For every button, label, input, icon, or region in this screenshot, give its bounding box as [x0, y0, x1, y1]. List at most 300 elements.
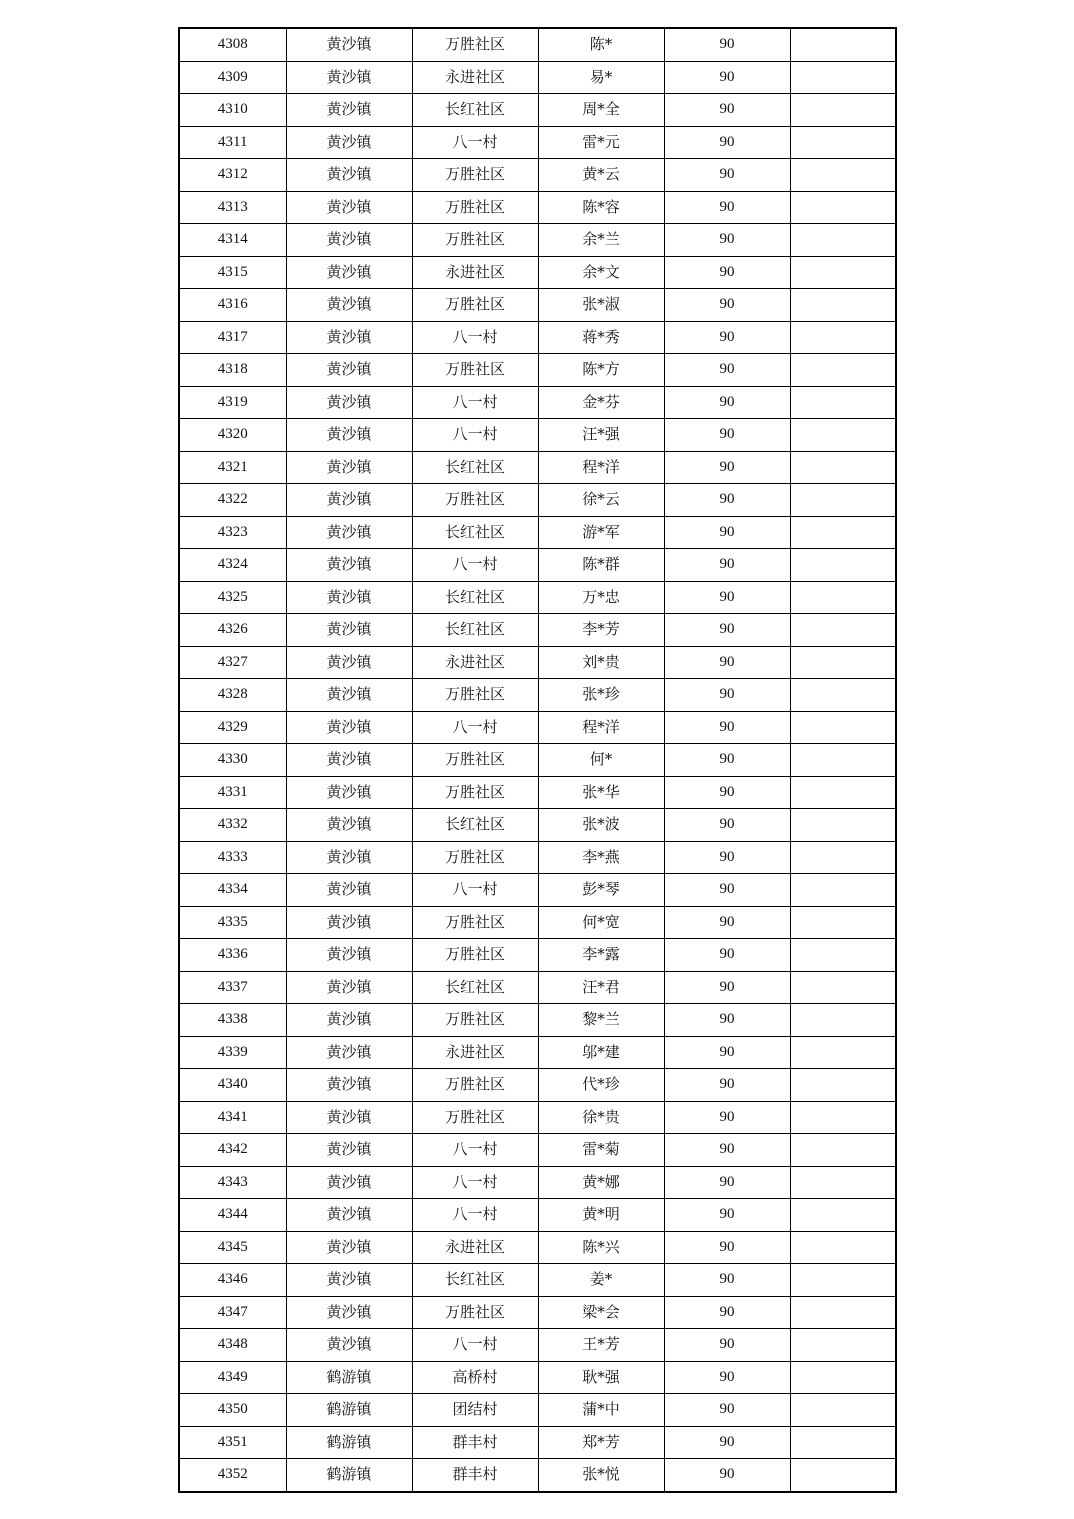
table-row [179, 28, 896, 61]
person-name-cell: 邬*建 [538, 1036, 664, 1069]
table-row [179, 1036, 896, 1069]
village-cell: 万胜社区 [412, 906, 538, 939]
serial-number-cell: 4317 [179, 321, 286, 354]
roster-table-body [179, 28, 896, 1492]
village-cell: 八一村 [412, 1134, 538, 1167]
person-name-cell: 余*兰 [538, 224, 664, 257]
amount-cell: 90 [664, 1394, 790, 1427]
village-cell: 长红社区 [412, 809, 538, 842]
person-name-cell: 郑*芳 [538, 1426, 664, 1459]
amount-cell: 90 [664, 1101, 790, 1134]
person-name-cell: 雷*菊 [538, 1134, 664, 1167]
person-name-cell: 张*波 [538, 809, 664, 842]
person-name-cell: 陈*方 [538, 354, 664, 387]
village-cell: 永进社区 [412, 61, 538, 94]
serial-number-cell: 4320 [179, 419, 286, 452]
table-row [179, 906, 896, 939]
serial-number-cell: 4328 [179, 679, 286, 712]
person-name-cell: 万*忠 [538, 581, 664, 614]
table-row [179, 386, 896, 419]
town-cell: 黄沙镇 [286, 581, 412, 614]
village-cell: 长红社区 [412, 971, 538, 1004]
serial-number-cell: 4348 [179, 1329, 286, 1362]
serial-number-cell: 4347 [179, 1296, 286, 1329]
serial-number-cell: 4308 [179, 28, 286, 61]
person-name-cell: 周*全 [538, 94, 664, 127]
serial-number-cell: 4321 [179, 451, 286, 484]
table-row [179, 1231, 896, 1264]
person-name-cell: 陈*兴 [538, 1231, 664, 1264]
town-cell: 黄沙镇 [286, 224, 412, 257]
serial-number-cell: 4346 [179, 1264, 286, 1297]
amount-cell: 90 [664, 971, 790, 1004]
amount-cell: 90 [664, 321, 790, 354]
amount-cell: 90 [664, 1361, 790, 1394]
serial-number-cell: 4349 [179, 1361, 286, 1394]
town-cell: 黄沙镇 [286, 191, 412, 224]
village-cell: 长红社区 [412, 516, 538, 549]
person-name-cell: 徐*云 [538, 484, 664, 517]
serial-number-cell: 4342 [179, 1134, 286, 1167]
person-name-cell: 游*军 [538, 516, 664, 549]
note-cell [790, 679, 896, 712]
note-cell [790, 841, 896, 874]
amount-cell: 90 [664, 126, 790, 159]
village-cell: 万胜社区 [412, 1296, 538, 1329]
amount-cell: 90 [664, 1069, 790, 1102]
table-row [179, 321, 896, 354]
note-cell [790, 939, 896, 972]
person-name-cell: 黄*云 [538, 159, 664, 192]
note-cell [790, 1004, 896, 1037]
table-row [179, 841, 896, 874]
person-name-cell: 黄*娜 [538, 1166, 664, 1199]
person-name-cell: 姜* [538, 1264, 664, 1297]
amount-cell: 90 [664, 906, 790, 939]
town-cell: 黄沙镇 [286, 1069, 412, 1102]
person-name-cell: 陈* [538, 28, 664, 61]
village-cell: 长红社区 [412, 614, 538, 647]
town-cell: 黄沙镇 [286, 419, 412, 452]
village-cell: 万胜社区 [412, 841, 538, 874]
town-cell: 黄沙镇 [286, 1004, 412, 1037]
town-cell: 黄沙镇 [286, 679, 412, 712]
amount-cell: 90 [664, 809, 790, 842]
serial-number-cell: 4322 [179, 484, 286, 517]
serial-number-cell: 4338 [179, 1004, 286, 1037]
table-row [179, 94, 896, 127]
serial-number-cell: 4339 [179, 1036, 286, 1069]
serial-number-cell: 4324 [179, 549, 286, 582]
person-name-cell: 余*文 [538, 256, 664, 289]
amount-cell: 90 [664, 94, 790, 127]
note-cell [790, 1069, 896, 1102]
person-name-cell: 黄*明 [538, 1199, 664, 1232]
person-name-cell: 刘*贵 [538, 646, 664, 679]
serial-number-cell: 4345 [179, 1231, 286, 1264]
village-cell: 永进社区 [412, 646, 538, 679]
note-cell [790, 906, 896, 939]
table-row [179, 191, 896, 224]
person-name-cell: 黎*兰 [538, 1004, 664, 1037]
table-row [179, 549, 896, 582]
note-cell [790, 874, 896, 907]
serial-number-cell: 4313 [179, 191, 286, 224]
note-cell [790, 581, 896, 614]
note-cell [790, 1361, 896, 1394]
town-cell: 黄沙镇 [286, 1134, 412, 1167]
person-name-cell: 蒋*秀 [538, 321, 664, 354]
serial-number-cell: 4343 [179, 1166, 286, 1199]
town-cell: 黄沙镇 [286, 939, 412, 972]
town-cell: 黄沙镇 [286, 1036, 412, 1069]
person-name-cell: 徐*贵 [538, 1101, 664, 1134]
town-cell: 黄沙镇 [286, 451, 412, 484]
person-name-cell: 梁*会 [538, 1296, 664, 1329]
person-name-cell: 张*悦 [538, 1459, 664, 1492]
person-name-cell: 汪*强 [538, 419, 664, 452]
table-row [179, 1361, 896, 1394]
table-row [179, 744, 896, 777]
amount-cell: 90 [664, 28, 790, 61]
table-row [179, 1004, 896, 1037]
table-row [179, 1199, 896, 1232]
town-cell: 黄沙镇 [286, 809, 412, 842]
person-name-cell: 何* [538, 744, 664, 777]
town-cell: 黄沙镇 [286, 1231, 412, 1264]
person-name-cell: 李*露 [538, 939, 664, 972]
village-cell: 万胜社区 [412, 224, 538, 257]
person-name-cell: 王*芳 [538, 1329, 664, 1362]
village-cell: 万胜社区 [412, 28, 538, 61]
table-row [179, 451, 896, 484]
person-name-cell: 雷*元 [538, 126, 664, 159]
roster-table [178, 27, 897, 1493]
person-name-cell: 李*燕 [538, 841, 664, 874]
amount-cell: 90 [664, 1264, 790, 1297]
note-cell [790, 1231, 896, 1264]
amount-cell: 90 [664, 1199, 790, 1232]
village-cell: 永进社区 [412, 1036, 538, 1069]
table-row [179, 159, 896, 192]
town-cell: 黄沙镇 [286, 1101, 412, 1134]
town-cell: 黄沙镇 [286, 1329, 412, 1362]
amount-cell: 90 [664, 1459, 790, 1492]
serial-number-cell: 4329 [179, 711, 286, 744]
serial-number-cell: 4332 [179, 809, 286, 842]
note-cell [790, 419, 896, 452]
table-row [179, 1394, 896, 1427]
table-row [179, 711, 896, 744]
town-cell: 鹤游镇 [286, 1459, 412, 1492]
person-name-cell: 张*华 [538, 776, 664, 809]
serial-number-cell: 4315 [179, 256, 286, 289]
town-cell: 黄沙镇 [286, 28, 412, 61]
table-row [179, 1296, 896, 1329]
table-row [179, 1459, 896, 1492]
note-cell [790, 1134, 896, 1167]
town-cell: 黄沙镇 [286, 1296, 412, 1329]
village-cell: 永进社区 [412, 256, 538, 289]
amount-cell: 90 [664, 1166, 790, 1199]
table-row [179, 1069, 896, 1102]
village-cell: 万胜社区 [412, 354, 538, 387]
serial-number-cell: 4331 [179, 776, 286, 809]
note-cell [790, 1426, 896, 1459]
note-cell [790, 191, 896, 224]
note-cell [790, 1036, 896, 1069]
note-cell [790, 1394, 896, 1427]
note-cell [790, 386, 896, 419]
note-cell [790, 28, 896, 61]
village-cell: 长红社区 [412, 581, 538, 614]
amount-cell: 90 [664, 1329, 790, 1362]
table-row [179, 809, 896, 842]
table-row [179, 516, 896, 549]
note-cell [790, 971, 896, 1004]
town-cell: 黄沙镇 [286, 549, 412, 582]
table-row [179, 939, 896, 972]
serial-number-cell: 4323 [179, 516, 286, 549]
amount-cell: 90 [664, 1004, 790, 1037]
amount-cell: 90 [664, 516, 790, 549]
serial-number-cell: 4351 [179, 1426, 286, 1459]
serial-number-cell: 4336 [179, 939, 286, 972]
amount-cell: 90 [664, 841, 790, 874]
serial-number-cell: 4335 [179, 906, 286, 939]
note-cell [790, 614, 896, 647]
serial-number-cell: 4334 [179, 874, 286, 907]
table-row [179, 61, 896, 94]
serial-number-cell: 4309 [179, 61, 286, 94]
serial-number-cell: 4314 [179, 224, 286, 257]
village-cell: 八一村 [412, 1166, 538, 1199]
village-cell: 长红社区 [412, 1264, 538, 1297]
town-cell: 黄沙镇 [286, 354, 412, 387]
village-cell: 万胜社区 [412, 1004, 538, 1037]
serial-number-cell: 4333 [179, 841, 286, 874]
amount-cell: 90 [664, 484, 790, 517]
village-cell: 万胜社区 [412, 744, 538, 777]
person-name-cell: 代*珍 [538, 1069, 664, 1102]
table-row [179, 224, 896, 257]
table-row [179, 354, 896, 387]
town-cell: 黄沙镇 [286, 484, 412, 517]
town-cell: 鹤游镇 [286, 1426, 412, 1459]
serial-number-cell: 4352 [179, 1459, 286, 1492]
village-cell: 万胜社区 [412, 776, 538, 809]
amount-cell: 90 [664, 224, 790, 257]
note-cell [790, 354, 896, 387]
town-cell: 黄沙镇 [286, 711, 412, 744]
amount-cell: 90 [664, 159, 790, 192]
village-cell: 万胜社区 [412, 289, 538, 322]
amount-cell: 90 [664, 1134, 790, 1167]
town-cell: 鹤游镇 [286, 1361, 412, 1394]
note-cell [790, 451, 896, 484]
village-cell: 八一村 [412, 1199, 538, 1232]
village-cell: 群丰村 [412, 1459, 538, 1492]
person-name-cell: 汪*君 [538, 971, 664, 1004]
table-row [179, 874, 896, 907]
amount-cell: 90 [664, 1426, 790, 1459]
village-cell: 万胜社区 [412, 1101, 538, 1134]
amount-cell: 90 [664, 256, 790, 289]
person-name-cell: 陈*群 [538, 549, 664, 582]
note-cell [790, 94, 896, 127]
village-cell: 八一村 [412, 549, 538, 582]
table-row [179, 1101, 896, 1134]
person-name-cell: 彭*琴 [538, 874, 664, 907]
amount-cell: 90 [664, 581, 790, 614]
note-cell [790, 321, 896, 354]
serial-number-cell: 4326 [179, 614, 286, 647]
note-cell [790, 1101, 896, 1134]
town-cell: 黄沙镇 [286, 744, 412, 777]
town-cell: 黄沙镇 [286, 971, 412, 1004]
town-cell: 黄沙镇 [286, 321, 412, 354]
village-cell: 团结村 [412, 1394, 538, 1427]
note-cell [790, 776, 896, 809]
amount-cell: 90 [664, 419, 790, 452]
village-cell: 万胜社区 [412, 159, 538, 192]
table-row [179, 1329, 896, 1362]
table-row [179, 1134, 896, 1167]
person-name-cell: 蒲*中 [538, 1394, 664, 1427]
town-cell: 黄沙镇 [286, 94, 412, 127]
serial-number-cell: 4341 [179, 1101, 286, 1134]
note-cell [790, 549, 896, 582]
amount-cell: 90 [664, 61, 790, 94]
town-cell: 黄沙镇 [286, 126, 412, 159]
village-cell: 万胜社区 [412, 679, 538, 712]
note-cell [790, 61, 896, 94]
village-cell: 长红社区 [412, 451, 538, 484]
table-row [179, 614, 896, 647]
village-cell: 八一村 [412, 711, 538, 744]
amount-cell: 90 [664, 711, 790, 744]
person-name-cell: 张*淑 [538, 289, 664, 322]
village-cell: 万胜社区 [412, 191, 538, 224]
amount-cell: 90 [664, 1296, 790, 1329]
amount-cell: 90 [664, 744, 790, 777]
serial-number-cell: 4350 [179, 1394, 286, 1427]
note-cell [790, 126, 896, 159]
serial-number-cell: 4316 [179, 289, 286, 322]
town-cell: 黄沙镇 [286, 289, 412, 322]
person-name-cell: 李*芳 [538, 614, 664, 647]
table-row [179, 289, 896, 322]
person-name-cell: 陈*容 [538, 191, 664, 224]
town-cell: 黄沙镇 [286, 841, 412, 874]
note-cell [790, 1296, 896, 1329]
serial-number-cell: 4311 [179, 126, 286, 159]
table-row [179, 256, 896, 289]
table-row [179, 679, 896, 712]
town-cell: 黄沙镇 [286, 874, 412, 907]
amount-cell: 90 [664, 646, 790, 679]
serial-number-cell: 4330 [179, 744, 286, 777]
village-cell: 八一村 [412, 126, 538, 159]
serial-number-cell: 4327 [179, 646, 286, 679]
town-cell: 黄沙镇 [286, 776, 412, 809]
village-cell: 高桥村 [412, 1361, 538, 1394]
village-cell: 万胜社区 [412, 484, 538, 517]
village-cell: 八一村 [412, 419, 538, 452]
note-cell [790, 1166, 896, 1199]
note-cell [790, 809, 896, 842]
serial-number-cell: 4325 [179, 581, 286, 614]
table-row [179, 776, 896, 809]
village-cell: 八一村 [412, 1329, 538, 1362]
person-name-cell: 易* [538, 61, 664, 94]
person-name-cell: 张*珍 [538, 679, 664, 712]
person-name-cell: 程*洋 [538, 711, 664, 744]
note-cell [790, 1329, 896, 1362]
note-cell [790, 224, 896, 257]
person-name-cell: 程*洋 [538, 451, 664, 484]
amount-cell: 90 [664, 386, 790, 419]
serial-number-cell: 4337 [179, 971, 286, 1004]
town-cell: 黄沙镇 [286, 614, 412, 647]
note-cell [790, 1264, 896, 1297]
note-cell [790, 516, 896, 549]
village-cell: 万胜社区 [412, 1069, 538, 1102]
town-cell: 黄沙镇 [286, 256, 412, 289]
town-cell: 黄沙镇 [286, 61, 412, 94]
table-row [179, 484, 896, 517]
amount-cell: 90 [664, 614, 790, 647]
table-row [179, 1426, 896, 1459]
town-cell: 黄沙镇 [286, 906, 412, 939]
person-name-cell: 金*芬 [538, 386, 664, 419]
note-cell [790, 1459, 896, 1492]
table-row [179, 126, 896, 159]
table-row [179, 971, 896, 1004]
amount-cell: 90 [664, 939, 790, 972]
note-cell [790, 256, 896, 289]
note-cell [790, 289, 896, 322]
town-cell: 黄沙镇 [286, 386, 412, 419]
person-name-cell: 何*宽 [538, 906, 664, 939]
amount-cell: 90 [664, 1036, 790, 1069]
town-cell: 黄沙镇 [286, 159, 412, 192]
village-cell: 长红社区 [412, 94, 538, 127]
town-cell: 黄沙镇 [286, 1166, 412, 1199]
table-row [179, 646, 896, 679]
amount-cell: 90 [664, 874, 790, 907]
town-cell: 黄沙镇 [286, 1264, 412, 1297]
amount-cell: 90 [664, 679, 790, 712]
serial-number-cell: 4340 [179, 1069, 286, 1102]
village-cell: 八一村 [412, 321, 538, 354]
amount-cell: 90 [664, 451, 790, 484]
town-cell: 黄沙镇 [286, 646, 412, 679]
serial-number-cell: 4319 [179, 386, 286, 419]
note-cell [790, 711, 896, 744]
amount-cell: 90 [664, 289, 790, 322]
amount-cell: 90 [664, 549, 790, 582]
table-row [179, 581, 896, 614]
amount-cell: 90 [664, 191, 790, 224]
serial-number-cell: 4310 [179, 94, 286, 127]
village-cell: 八一村 [412, 386, 538, 419]
town-cell: 黄沙镇 [286, 1199, 412, 1232]
town-cell: 鹤游镇 [286, 1394, 412, 1427]
note-cell [790, 159, 896, 192]
note-cell [790, 484, 896, 517]
table-row [179, 1264, 896, 1297]
